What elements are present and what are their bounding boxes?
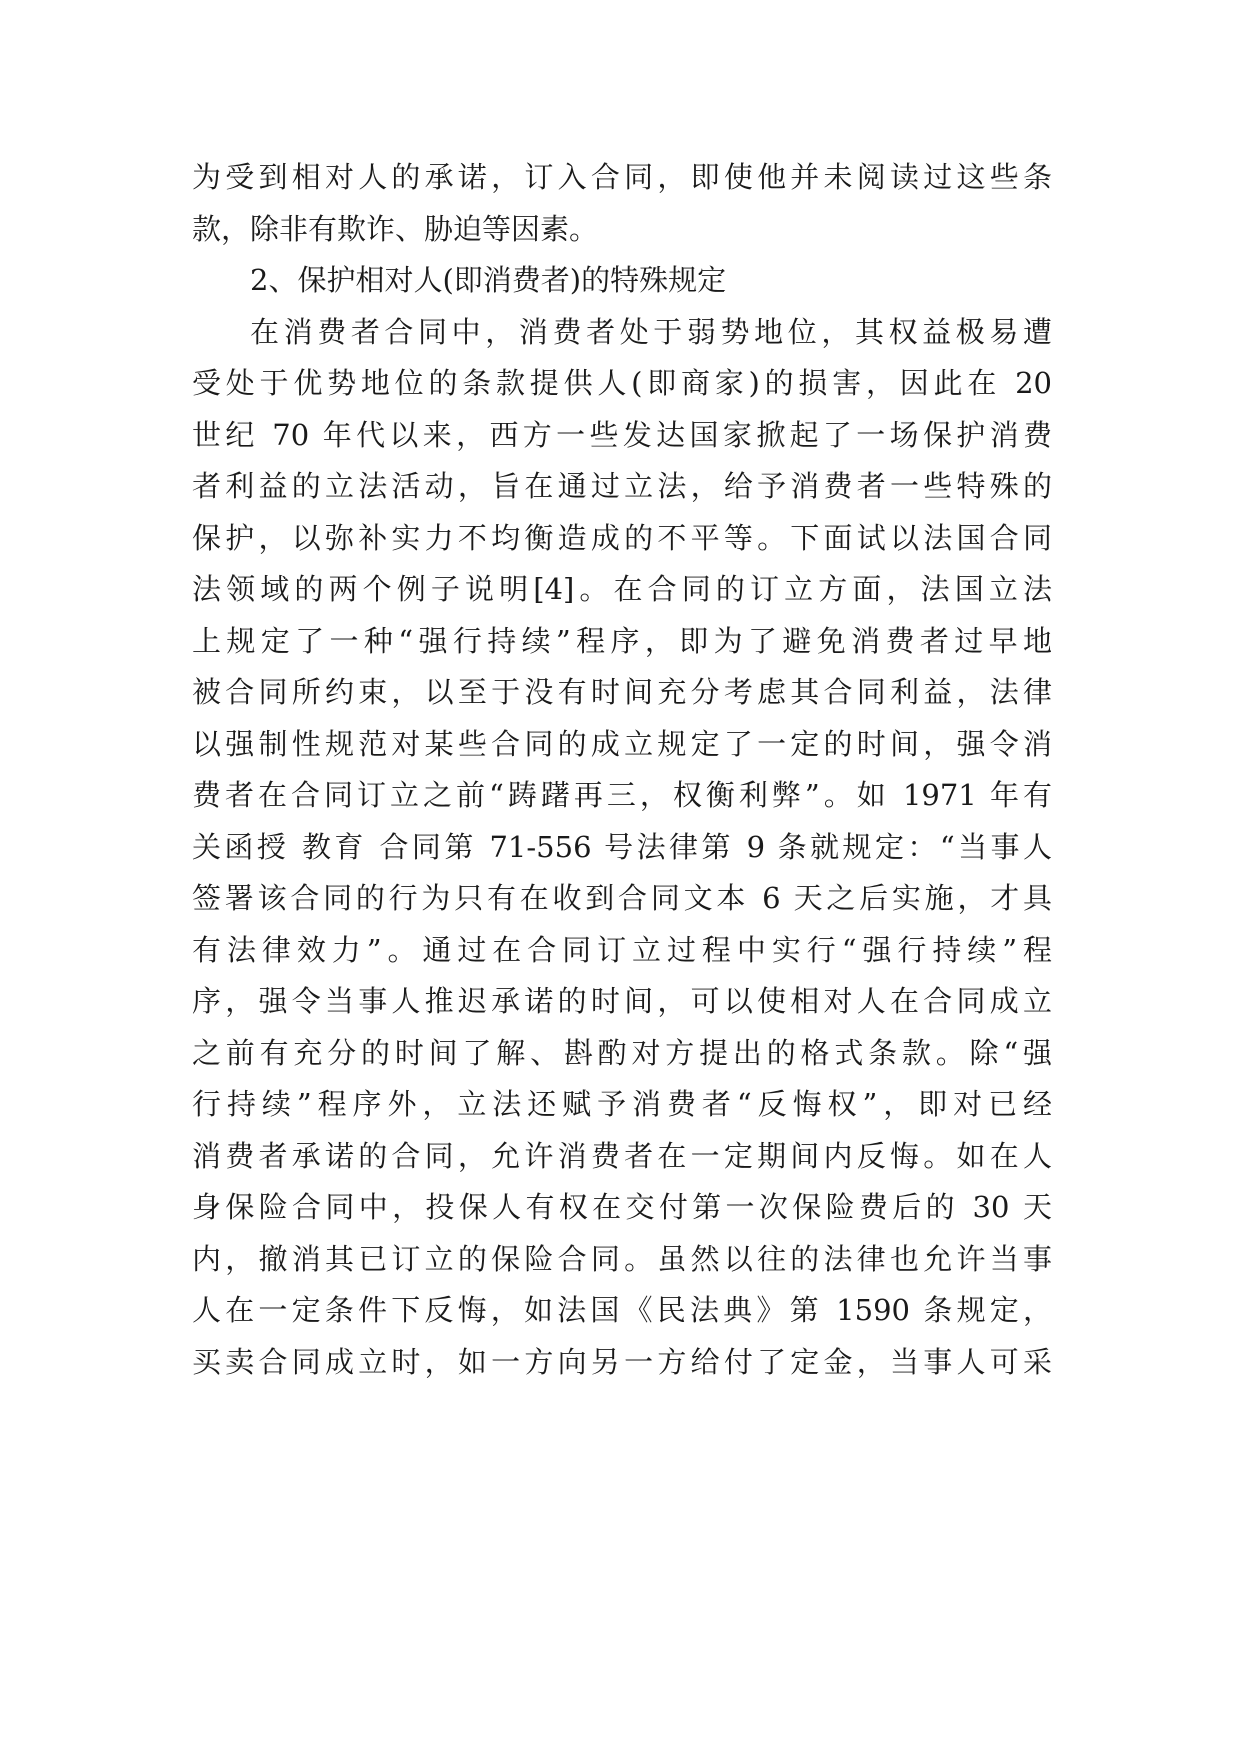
text-line: 款，除非有欺诈、胁迫等因素。	[192, 212, 599, 246]
text-line: 关函授 教育 合同第 71-556 号法律第 9 条就规定：“当事人	[192, 830, 1052, 864]
text-line: 有法律效力”。通过在合同订立过程中实行“强行持续”程	[192, 933, 1052, 967]
text-line: 保护，以弥补实力不均衡造成的不平等。下面试以法国合同	[192, 521, 1052, 555]
text-line: 行持续”程序外，立法还赋予消费者“反悔权”，即对已经	[192, 1087, 1052, 1121]
text-line: 身保险合同中，投保人有权在交付第一次保险费后的 30 天	[192, 1190, 1052, 1224]
text-line: 人在一定条件下反悔，如法国《民法典》第 1590 条规定，	[192, 1293, 1052, 1327]
paragraph-first-line: 在消费者合同中，消费者处于弱势地位，其权益极易遭	[250, 315, 1052, 349]
text-line: 费者在合同订立之前“踌躇再三，权衡利弊”。如 1971 年有	[192, 778, 1052, 812]
text-line: 者利益的立法活动，旨在通过立法，给予消费者一些特殊的	[192, 469, 1052, 503]
text-line: 法领域的两个例子说明[4]。在合同的订立方面，法国立法	[192, 572, 1052, 606]
text-line: 消费者承诺的合同，允许消费者在一定期间内反悔。如在人	[192, 1139, 1052, 1173]
text-line: 以强制性规范对某些合同的成立规定了一定的时间，强令消	[192, 727, 1052, 761]
text-line: 签署该合同的行为只有在收到合同文本 6 天之后实施，才具	[192, 881, 1052, 915]
text-line: 被合同所约束，以至于没有时间充分考虑其合同利益，法律	[192, 675, 1052, 709]
text-line: 序，强令当事人推迟承诺的时间，可以使相对人在合同成立	[192, 984, 1052, 1018]
text-line: 受处于优势地位的条款提供人(即商家)的损害，因此在 20	[192, 366, 1052, 400]
section-heading: 2、保护相对人(即消费者)的特殊规定	[250, 263, 727, 297]
text-line: 买卖合同成立时，如一方向另一方给付了定金，当事人可采	[192, 1345, 1052, 1379]
text-line: 之前有充分的时间了解、斟酌对方提出的格式条款。除“强	[192, 1036, 1052, 1070]
text-line: 为受到相对人的承诺，订入合同，即使他并未阅读过这些条	[192, 160, 1052, 194]
text-line: 内，撤消其已订立的保险合同。虽然以往的法律也允许当事	[192, 1242, 1052, 1276]
text-line: 世纪 70 年代以来，西方一些发达国家掀起了一场保护消费	[192, 418, 1052, 452]
text-line: 上规定了一种“强行持续”程序，即为了避免消费者过早地	[192, 624, 1052, 658]
